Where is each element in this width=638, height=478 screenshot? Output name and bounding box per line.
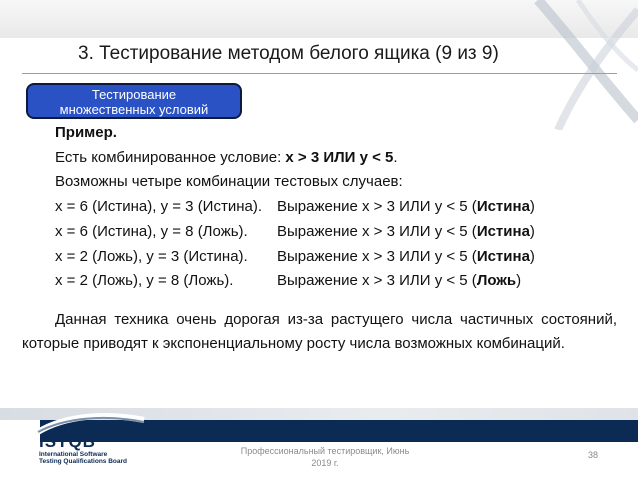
slide-title: 3. Тестирование методом белого ящика (9 из 9) <box>78 43 499 64</box>
combination-expression: Выражение x > 3 ИЛИ y < 5 (Истина) <box>277 198 535 216</box>
combination-row <box>22 195 617 220</box>
footer-caption: Профессиональный тестировщик, Июнь 2019 г. <box>240 446 410 468</box>
subtopic-line-2: множественных условий <box>59 102 209 117</box>
combination-result: Истина <box>476 247 530 265</box>
combination-result: Истина <box>476 222 530 240</box>
combination-values: x = 2 (Ложь), y = 8 (Ложь). <box>55 272 234 290</box>
logo-word: ISTQB <box>39 432 96 451</box>
subtopic-badge <box>26 83 242 119</box>
istqb-logo <box>34 412 154 472</box>
combination-expression: Выражение x > 3 ИЛИ y < 5 (Истина) <box>277 247 535 265</box>
combination-expression: Выражение x > 3 ИЛИ y < 5 (Ложь) <box>277 272 522 290</box>
condition-line: Есть комбинированное условие: x > 3 ИЛИ y < 5. <box>55 148 398 166</box>
combination-values: x = 6 (Истина), y = 8 (Ложь). <box>55 222 248 240</box>
title-divider <box>22 73 617 74</box>
example-label: Пример. <box>55 124 117 141</box>
combination-expression: Выражение x > 3 ИЛИ y < 5 (Истина) <box>277 222 535 240</box>
combination-values: x = 6 (Истина), y = 3 (Истина). <box>55 198 263 216</box>
combination-result: Истина <box>476 198 530 216</box>
summary-paragraph: Данная техника очень дорогая из-за растущего числа частичных состояний, которые приводят к экспоненциальному росту числа возможных комбинаций. <box>22 310 617 352</box>
condition-expression: x > 3 ИЛИ y < 5 <box>285 148 394 166</box>
decorative-x-graphic <box>518 0 638 130</box>
slide-content <box>22 121 617 356</box>
combination-row <box>22 220 617 245</box>
combination-result: Ложь <box>476 272 517 290</box>
combination-row <box>22 269 617 294</box>
subtopic-line-1: Тестирование <box>91 87 177 102</box>
page-number: 38 <box>588 450 599 460</box>
combination-row <box>22 245 617 270</box>
combinations-intro: Возможны четыре комбинации тестовых случаев: <box>55 173 403 191</box>
logo-subtitle: International Software Testing Qualifications Board <box>39 451 128 465</box>
combination-values: x = 2 (Ложь), y = 3 (Истина). <box>55 247 248 265</box>
